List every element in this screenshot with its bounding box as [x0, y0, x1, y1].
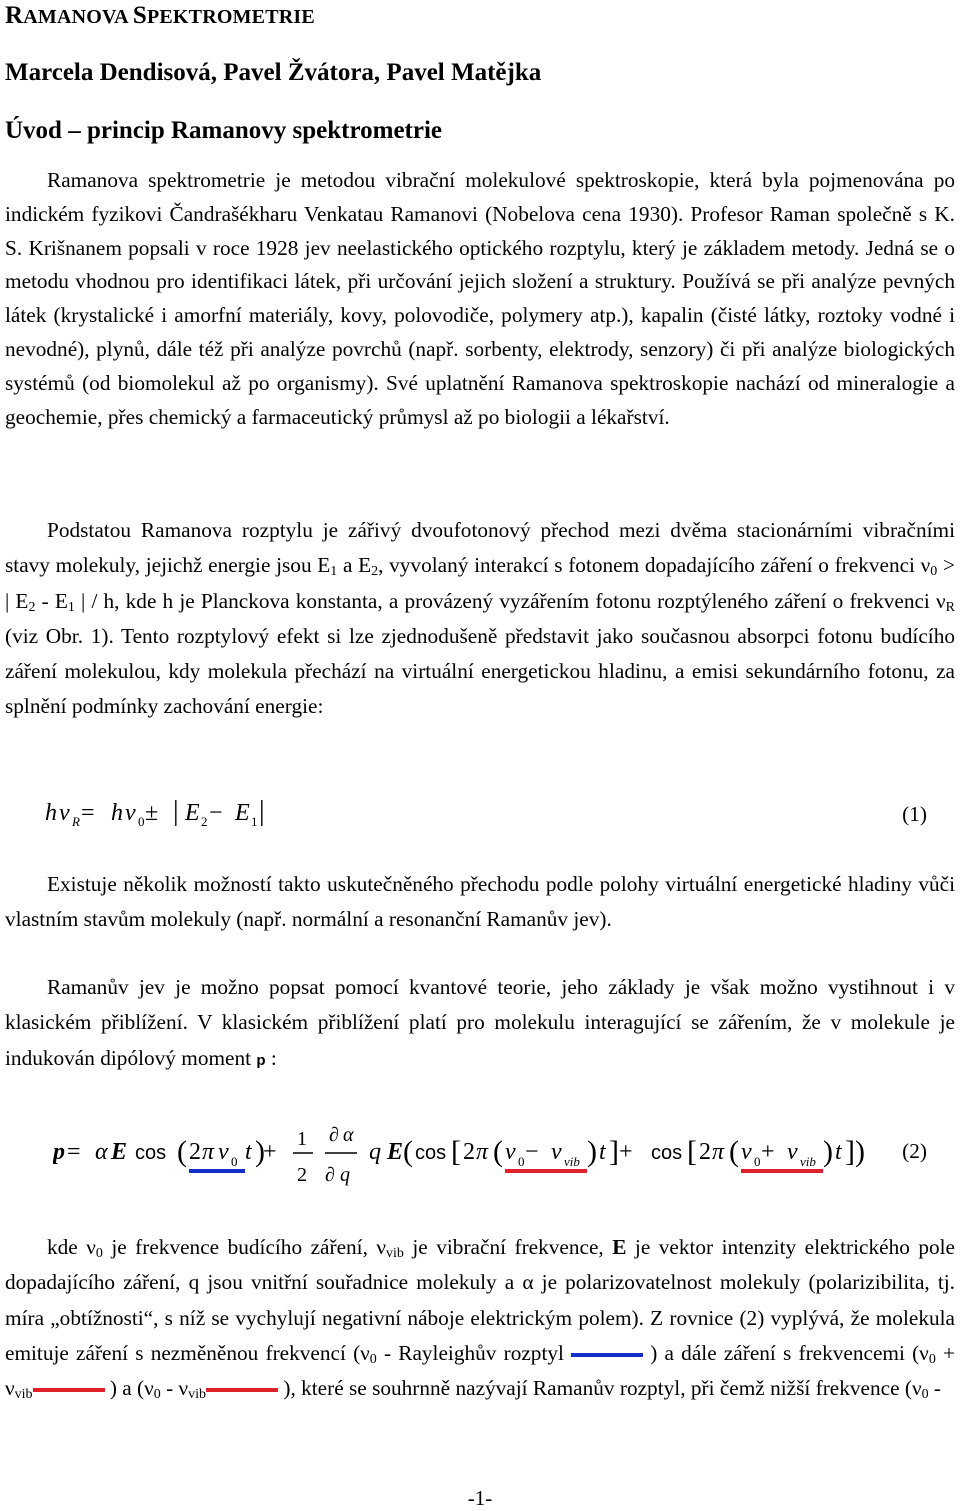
svg-text:+: + [619, 1139, 633, 1165]
svg-text:∂: ∂ [325, 1164, 335, 1186]
svg-text:2: 2 [201, 814, 208, 829]
svg-text:−: − [209, 800, 223, 826]
authors: Marcela Dendisová, Pavel Žvátora, Pavel Matějka [5, 59, 542, 86]
svg-text:cos: cos [135, 1142, 167, 1164]
svg-text:2: 2 [699, 1139, 711, 1165]
svg-text:t: t [835, 1139, 842, 1165]
rayleigh-marker [571, 1353, 643, 1357]
svg-text:t: t [245, 1139, 252, 1165]
svg-text:0: 0 [518, 1154, 525, 1169]
svg-text:E: E [235, 800, 250, 826]
equation-1-formula [45, 790, 345, 834]
svg-text:vib: vib [564, 1154, 580, 1169]
svg-text:±: ± [145, 800, 159, 826]
svg-text:π: π [476, 1139, 489, 1165]
paragraph-intro: Ramanova spektrometrie je metodou vibrační molekulové spektroskopie, která byla pojmenována po indickém fyzikovi Čandrašékharu Venkatau Ramanovi (Nobelova cena 1930). Profesor Raman společně s K. S. Krišnanem popsali v roce 1928 jev neelastického optického rozptylu, který je základem metody. Jedná se o metodu vhodnou pro identifikaci látek, při určování jejich složení a struktury. Používá se při analýze pevných látek (krystalické i amorfní materiály, kovy, polovodiče, polymery atp.), kapalin (čisté látky, roztoky vodné i nevodné), plynů, dále též při analýze povrchů (např. sorbenty, elektrody, senzory) či při analýze biologických systémů (od biomolekul až po organismy). Své uplatnění Ramanova spektroskopie nachází od mineralogie a geochemie, přes chemický a farmaceutický průmysl až po biologii a lékařství. [5, 168, 955, 429]
svg-text:]: ] [845, 1135, 855, 1168]
svg-text:q: q [340, 1164, 350, 1186]
svg-text:): ) [855, 1135, 865, 1168]
svg-text:(: ( [177, 1135, 187, 1168]
svg-text:]: ] [609, 1135, 619, 1168]
paragraph-raman-principle: Podstatou Ramanova rozptylu je zářivý dvoufotonový přechod mezi dvěma stacionárními vibračními stavy molekuly, jejichž energie jsou $E_1$ a $E_2$, vyvolaný interakcí s fotonem dopadajícího záření o frekvenci $\nu_0$ > | $E_2 - E_1$ | / h, kde h je Planckova konstanta, a provázený vyzářením fotonu rozptýleného záření o frekvenci $\nu_R$ (viz Obr. 1). Tento rozptylový efekt si lze zjednodušeně představit jako současnou absorpci fotonu budícího záření molekulou, kdy molekula přechází na virtuální energetickou hladinu, a emisi sekundárního fotonu, za splnění podmínky zachování energie: [5, 518, 955, 719]
svg-text:(: ( [729, 1135, 739, 1168]
section-heading: Úvod – princip Ramanovy spektrometrie [5, 117, 443, 144]
paragraph-dipole: Ramanův jev je možno popsat pomocí kvantové teorie, jeho základy je však možno vystihnout i v klasickém přiblížení. V klasickém přiblížení platí pro molekulu interagující se zářením, že v molekule je indukován dipólový moment p : [5, 975, 955, 1070]
svg-text:(: ( [403, 1135, 413, 1168]
stokes-marker [206, 1388, 278, 1392]
svg-text:2: 2 [189, 1139, 201, 1165]
svg-text:(: ( [493, 1135, 503, 1168]
svg-text:0: 0 [138, 814, 145, 829]
page-number: -1- [467, 1486, 493, 1510]
svg-text:h: h [45, 800, 57, 826]
svg-text:0: 0 [754, 1154, 761, 1169]
paragraph-transitions: Existuje několik možností takto uskutečněného přechodu podle polohy virtuální energetické hladiny vůči vlastním stavům molekuly (např. normální a resonanční Ramanův jev). [5, 872, 955, 932]
svg-text:ν: ν [125, 800, 136, 826]
svg-text:+: + [761, 1139, 775, 1165]
svg-text:h: h [111, 800, 123, 826]
svg-text:t: t [599, 1139, 606, 1165]
svg-text:2: 2 [297, 1164, 307, 1186]
svg-text:E: E [111, 1139, 128, 1165]
svg-text:ν: ν [59, 800, 70, 826]
svg-text:π: π [202, 1139, 215, 1165]
svg-text:1: 1 [297, 1128, 307, 1150]
svg-text:): ) [587, 1135, 597, 1168]
svg-text:vib: vib [800, 1154, 816, 1169]
equation-2-number: (2) [902, 1139, 927, 1163]
svg-text:∂: ∂ [329, 1124, 339, 1146]
svg-text:): ) [823, 1135, 833, 1168]
svg-text:cos: cos [415, 1142, 447, 1164]
svg-text:π: π [712, 1139, 725, 1165]
svg-text:α: α [343, 1124, 354, 1146]
svg-text:[: [ [451, 1135, 461, 1168]
svg-text:ν: ν [505, 1139, 516, 1165]
svg-text:2: 2 [463, 1139, 475, 1165]
svg-text:=: = [81, 800, 95, 826]
svg-text:q: q [369, 1139, 381, 1165]
svg-text:ν: ν [218, 1139, 229, 1165]
svg-text:ν: ν [551, 1139, 562, 1165]
paragraph-rayleigh-raman: kde $\nu_0$ je frekvence budícího záření, $\nu_{vib}$ je vibrační frekvence, E je vektor intenzity elektrického pole dopadajícího záření, q jsou vnitřní souřadnice molekuly a α je polarizovatelnost molekuly (polarizibilita, tj. míra „obtížnosti“, s níž se vychylují negativní náboje elektrickým polem). Z rovnice (2) vyplývá, že molekula emituje záření s nezměněnou frekvencí ($\nu_0$ - Rayleighův rozptyl ) a dále záření s frekvencemi ($\nu_0 + \nu_{vib}$ ) a ($\nu_0 - \nu_{vib}$ ), které se souhrnně nazývají Ramanův rozptyl, při čemž nižší frekvence ($\nu_0$ - [5, 1235, 955, 1403]
svg-text:E: E [387, 1139, 404, 1165]
svg-text:|: | [173, 796, 179, 827]
svg-text:E: E [185, 800, 200, 826]
svg-text:0: 0 [231, 1154, 238, 1169]
svg-text:+: + [263, 1139, 277, 1165]
svg-text:1: 1 [251, 814, 258, 829]
svg-text:cos: cos [651, 1142, 683, 1164]
svg-text:|: | [259, 796, 265, 827]
anti-stokes-marker [33, 1388, 105, 1392]
svg-text:−: − [525, 1139, 539, 1165]
svg-text:): ) [255, 1135, 265, 1168]
svg-text:ν: ν [787, 1139, 798, 1165]
svg-text:=: = [67, 1139, 81, 1165]
svg-text:p: p [53, 1139, 65, 1165]
equation-2-formula [53, 1115, 883, 1191]
equation-1 [5, 790, 955, 840]
svg-text:α: α [95, 1139, 108, 1165]
svg-text:[: [ [687, 1135, 697, 1168]
document-title: RAMANOVA SPEKTROMETRIE [5, 2, 315, 29]
equation-1-number: (1) [902, 802, 927, 826]
svg-text:R: R [72, 814, 80, 829]
equation-2 [5, 1115, 955, 1195]
svg-text:ν: ν [741, 1139, 752, 1165]
